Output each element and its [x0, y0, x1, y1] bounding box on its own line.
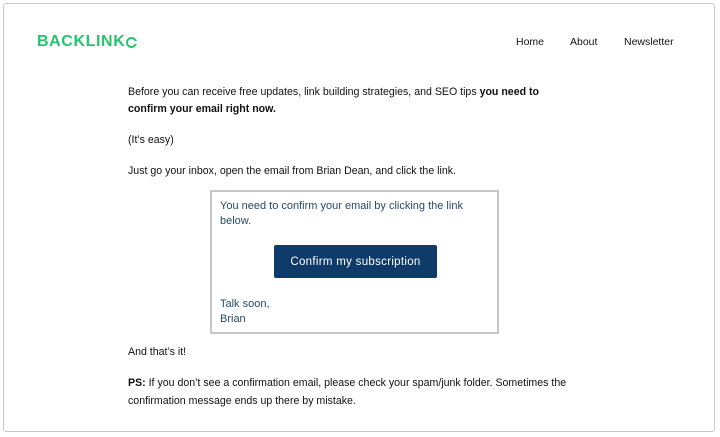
nav-home-link[interactable]: Home	[516, 36, 545, 48]
email-preview-message: You need to confirm your email by clicking the link below.	[220, 200, 463, 227]
ps-text: If you don’t see a confirmation email, please check your spam/junk folder. Sometimes the confirmation message ends up there by mistake.	[128, 377, 567, 407]
logo-o-icon	[126, 37, 137, 48]
email-preview-box	[210, 190, 499, 334]
nav-about-link[interactable]: About	[570, 36, 598, 48]
ps-paragraph	[128, 375, 598, 410]
intro-text: Before you can receive free updates, link building strategies, and SEO tips	[128, 86, 480, 98]
signoff-line-1: Talk soon,	[220, 298, 270, 310]
email-signoff	[220, 297, 270, 326]
signoff-line-2: Brian	[220, 312, 246, 325]
ps-label: PS:	[128, 377, 146, 389]
easy-note: (It’s easy)	[128, 134, 174, 146]
backlinko-logo[interactable]	[37, 33, 137, 51]
nav-newsletter-link[interactable]: Newsletter	[624, 36, 674, 48]
logo-text: BACKLINK	[37, 33, 126, 50]
thats-it-text: And that’s it!	[128, 346, 187, 358]
confirm-subscription-button[interactable]: Confirm my subscription	[274, 245, 437, 278]
intro-paragraph	[128, 84, 558, 118]
instructions-text: Just go your inbox, open the email from Brian Dean, and click the link.	[128, 165, 456, 177]
intro-bold-text: you need to confirm your email right now.	[128, 86, 540, 115]
